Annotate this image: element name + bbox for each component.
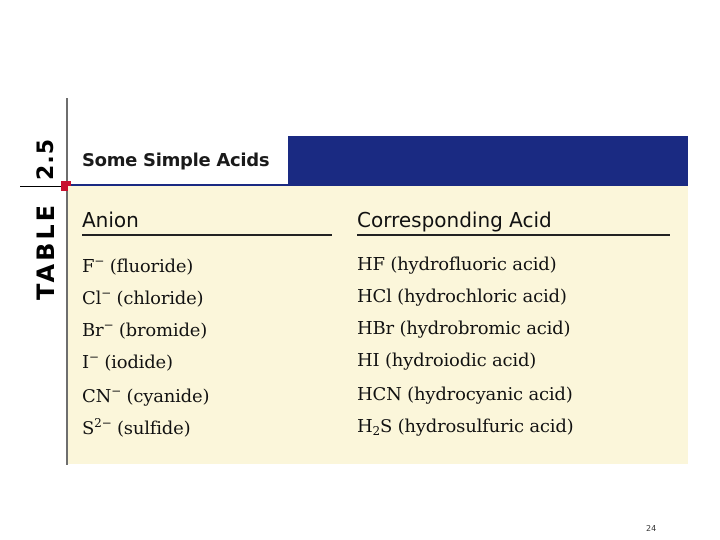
anion-charge: −	[111, 384, 121, 398]
acid-cell	[357, 286, 567, 307]
acid-formula: H	[357, 416, 373, 437]
acid-formula: HI	[357, 350, 380, 371]
acid-formula: HBr	[357, 318, 394, 339]
anion-symbol: S	[82, 418, 95, 439]
anion-cell	[82, 350, 173, 373]
acid-name: (hydrobromic acid)	[399, 318, 571, 339]
label-divider	[20, 186, 62, 187]
acid-subscript: 2	[372, 424, 380, 438]
anion-symbol: F	[82, 256, 95, 277]
page-number: 24	[646, 524, 657, 533]
acid-cell	[357, 350, 536, 371]
acid-cell	[357, 318, 570, 339]
anion-charge: −	[88, 350, 99, 364]
acid-formula: HCl	[357, 286, 392, 307]
header-rule	[82, 234, 332, 236]
table-title: Some Simple Acids	[82, 150, 270, 171]
anion-symbol: I	[82, 352, 89, 373]
column-header-anion: Anion	[82, 208, 139, 232]
table-number: 2.5	[33, 137, 59, 180]
anion-cell	[82, 384, 209, 407]
anion-charge: −	[103, 318, 114, 332]
acid-name: (hydrochloric acid)	[397, 286, 567, 307]
column-header-acid: Corresponding Acid	[357, 208, 552, 232]
anion-name: (cyanide)	[126, 386, 210, 407]
acid-formula-rest: S	[379, 416, 393, 437]
anion-cell	[82, 416, 190, 439]
acid-name: (hydroiodic acid)	[384, 350, 537, 371]
acid-name: (hydrocyanic acid)	[407, 384, 573, 405]
anion-symbol: CN	[82, 386, 112, 407]
anion-charge: −	[94, 254, 105, 268]
anion-cell	[82, 318, 207, 341]
anion-symbol: Br	[82, 320, 104, 341]
anion-cell	[82, 286, 203, 309]
acid-cell	[357, 416, 573, 438]
acid-formula: HF	[357, 254, 385, 275]
anion-name: (iodide)	[104, 352, 173, 373]
anion-name: (chloride)	[116, 288, 204, 309]
anion-name: (fluoride)	[109, 256, 194, 277]
acid-cell	[357, 384, 573, 405]
anion-charge: −	[101, 286, 111, 300]
table-number-label	[28, 130, 64, 300]
table-word: TABLE	[32, 201, 60, 300]
anion-name: (sulfide)	[116, 418, 191, 439]
acid-formula: HCN	[357, 384, 402, 405]
anion-cell	[82, 254, 193, 277]
acid-cell	[357, 254, 556, 275]
anion-charge: 2−	[94, 416, 112, 430]
acid-name: (hydrosulfuric acid)	[397, 416, 574, 437]
anion-name: (bromide)	[118, 320, 208, 341]
header-rule	[357, 234, 670, 236]
acid-name: (hydrofluoric acid)	[390, 254, 557, 275]
anion-symbol: Cl	[82, 288, 102, 309]
